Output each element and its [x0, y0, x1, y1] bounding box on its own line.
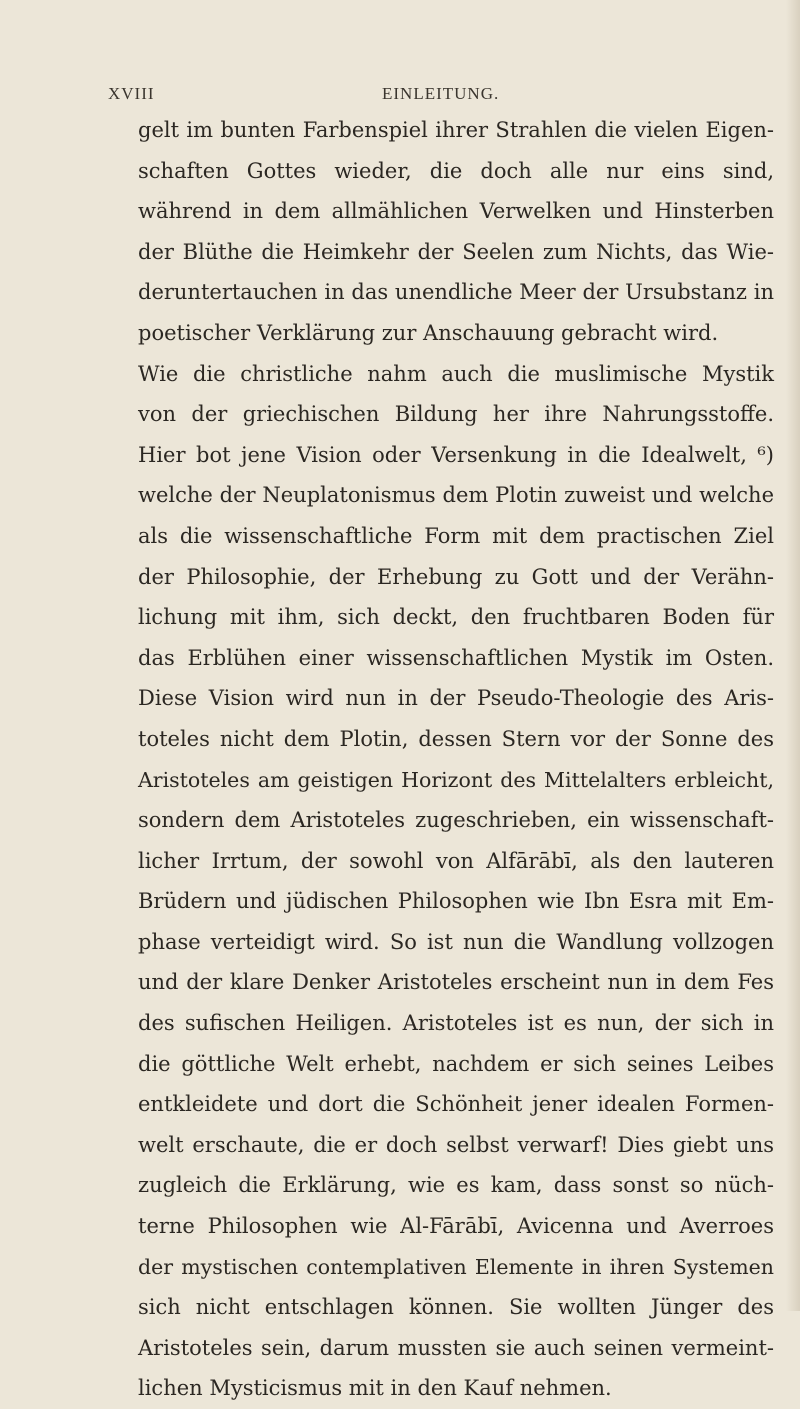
section-title: EINLEITUNG. [382, 84, 500, 103]
text-line: der Blüthe die Heimkehr der Seelen zum Nichts, das Wie- [138, 239, 774, 264]
text-line: sich nicht entschlagen können. Sie wollten Jünger des [138, 1295, 774, 1320]
text-line: deruntertauchen in das unendliche Meer der Ursubstanz in [138, 280, 774, 305]
text-line: poetischer Verklärung zur Anschauung gebracht wird. [138, 320, 719, 345]
text-line: Brüdern und jüdischen Philosophen wie Ibn Esra mit Em- [138, 889, 774, 914]
text-line: toteles nicht dem Plotin, dessen Stern vor der Sonne des [138, 726, 774, 751]
text-line: lichen Mysticismus mit in den Kauf nehmen. [138, 1376, 612, 1401]
text-line: der Philosophie, der Erhebung zu Gott und der Verähn- [138, 564, 774, 589]
text-line: des sufischen Heiligen. Aristoteles ist es nun, der sich in [138, 1011, 774, 1036]
text-line: und der klare Denker Aristoteles erscheint nun in dem Fes [138, 970, 774, 995]
text-line: Aristoteles sein, darum mussten sie auch seinen vermeint- [138, 1335, 774, 1360]
text-line: gelt im bunten Farbenspiel ihrer Strahlen die vielen Eigen- [138, 118, 774, 142]
text-line: Hier bot jene Vision oder Versenkung in die Idealwelt, ⁶) [138, 442, 774, 467]
text-line: zugleich die Erklärung, wie es kam, dass sonst so nüch- [138, 1173, 774, 1198]
text-line: phase verteidigt wird. So ist nun die Wandlung vollzogen [138, 929, 774, 954]
text-line: das Erblühen einer wissenschaftlichen Mystik im Osten. [138, 645, 774, 670]
text-line: Diese Vision wird nun in der Pseudo-Theologie des Aris- [138, 686, 774, 711]
page-number: XVIII [108, 84, 155, 103]
text-line: welche der Neuplatonismus dem Plotin zuweist und welche [138, 483, 774, 508]
page-edge-shadow [786, 0, 800, 1311]
text-line: welt erschaute, die er doch selbst verwarf! Dies giebt uns [138, 1132, 774, 1157]
text-line: schaften Gottes wieder, die doch alle nur eins sind, [138, 158, 774, 183]
text-line: terne Philosophen wie Al-Fārābī, Avicenna und Averroes [138, 1214, 774, 1239]
text-line: Aristoteles am geistigen Horizont des Mittelalters erbleicht, [138, 767, 774, 792]
running-head [0, 84, 800, 110]
text-line: von der griechischen Bildung her ihre Nahrungsstoffe. [138, 402, 774, 427]
text-line: sondern dem Aristoteles zugeschrieben, ein wissenschaft- [138, 808, 774, 833]
text-line: der mystischen contemplativen Elemente in ihren Systemen [138, 1254, 774, 1279]
text-line: licher Irrtum, der sowohl von Alfārābī, als den lauteren [138, 848, 774, 873]
body-text [138, 110, 774, 1409]
text-line: Wie die christliche nahm auch die muslimische Mystik [138, 361, 774, 386]
text-line: lichung mit ihm, sich deckt, den fruchtbaren Boden für [138, 605, 774, 630]
text-line: als die wissenschaftliche Form mit dem practischen Ziel [138, 523, 774, 548]
text-line: die göttliche Welt erhebt, nachdem er sich seines Leibes [138, 1051, 774, 1076]
text-line: während in dem allmählichen Verwelken und Hinsterben [138, 199, 774, 224]
text-line: entkleidete und dort die Schönheit jener idealen Formen- [138, 1092, 774, 1117]
